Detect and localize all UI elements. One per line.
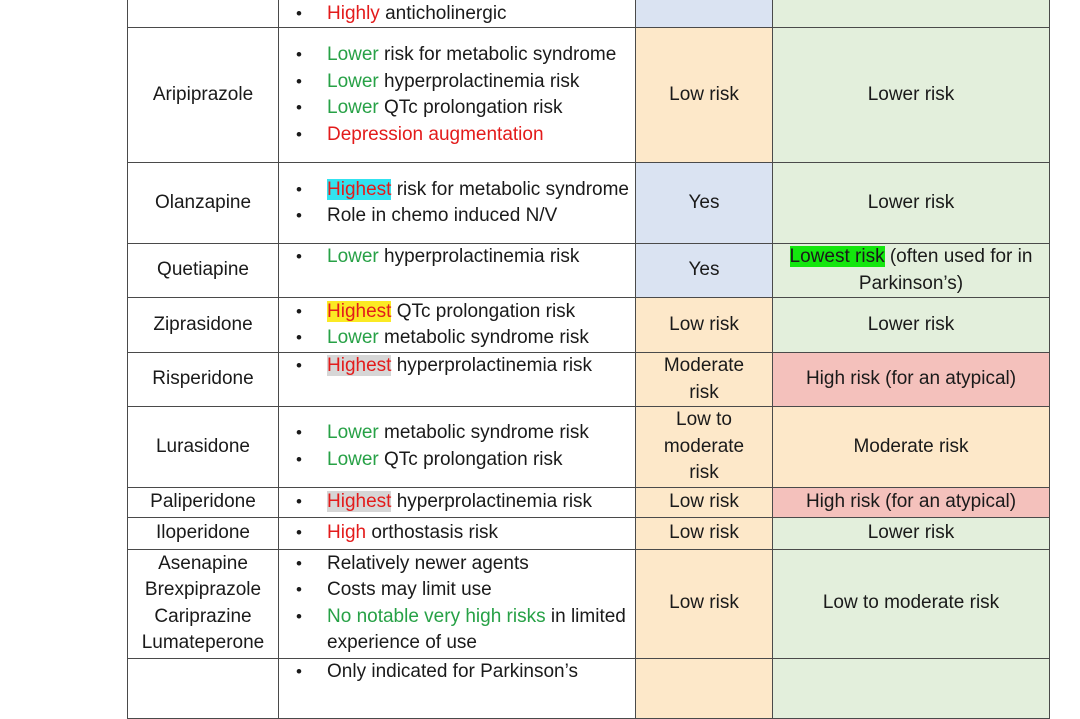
list-item: • Lower QTc prolongation risk bbox=[291, 95, 635, 122]
table-row bbox=[128, 353, 1050, 407]
bullet-icon: • bbox=[296, 522, 302, 542]
bullet-icon: • bbox=[296, 423, 302, 443]
risk-cell: Lower risk bbox=[773, 517, 1050, 549]
drug-name bbox=[128, 0, 279, 28]
bullet-icon: • bbox=[296, 206, 302, 225]
risk-cell bbox=[773, 658, 1050, 718]
bullet-icon: • bbox=[296, 71, 302, 91]
notes-cell bbox=[279, 517, 636, 549]
anticholinergic-cell bbox=[636, 658, 773, 718]
drug-name: Lurasidone bbox=[128, 407, 279, 488]
anticholinergic-cell: Low to moderate risk bbox=[636, 407, 773, 488]
bullet-icon: • bbox=[296, 3, 302, 23]
bullet-icon: • bbox=[296, 580, 302, 599]
list-item: • High orthostasis risk bbox=[291, 520, 635, 547]
list-item: • Depression augmentation bbox=[291, 122, 635, 149]
risk-cell: Low to moderate risk bbox=[773, 549, 1050, 658]
risk-cell: Lower risk bbox=[773, 298, 1050, 353]
notes-cell bbox=[279, 407, 636, 488]
table-row bbox=[128, 163, 1050, 244]
bullet-icon: • bbox=[296, 247, 302, 266]
list-item: • Lower hyperprolactinemia risk bbox=[291, 244, 635, 271]
bullet-icon: • bbox=[296, 45, 302, 64]
list-item: • Highest QTc prolongation risk bbox=[291, 299, 635, 326]
drug-name: Paliperidone bbox=[128, 487, 279, 517]
anticholinergic-cell: Low risk bbox=[636, 487, 773, 517]
anticholinergic-cell: Low risk bbox=[636, 517, 773, 549]
notes-cell bbox=[279, 244, 636, 298]
notes-cell bbox=[279, 28, 636, 163]
notes-cell bbox=[279, 298, 636, 353]
table-row bbox=[128, 28, 1050, 163]
bullet-icon: • bbox=[296, 301, 302, 321]
anticholinergic-cell: Yes bbox=[636, 244, 773, 298]
bullet-icon: • bbox=[296, 491, 302, 511]
list-item: • Highest hyperprolactinemia risk bbox=[291, 353, 635, 380]
list-item: • Role in chemo induced N/V bbox=[291, 203, 635, 230]
drug-name: Aripiprazole bbox=[128, 28, 279, 163]
table-row bbox=[128, 658, 1050, 718]
notes-cell bbox=[279, 658, 636, 718]
notes-cell bbox=[279, 487, 636, 517]
list-item: • Lower risk for metabolic syndrome bbox=[291, 42, 635, 69]
table-row bbox=[128, 517, 1050, 549]
list-item: • Lower hyperprolactinemia risk bbox=[291, 69, 635, 96]
risk-cell bbox=[773, 0, 1050, 28]
list-item: • Relatively newer agents bbox=[291, 551, 635, 578]
anticholinergic-cell: Low risk bbox=[636, 28, 773, 163]
bullet-icon: • bbox=[296, 606, 302, 626]
list-item: • Highest hyperprolactinemia risk bbox=[291, 489, 635, 516]
list-item: • Costs may limit use bbox=[291, 577, 635, 604]
risk-cell: Lower risk bbox=[773, 163, 1050, 244]
list-item: • Lower metabolic syndrome risk bbox=[291, 420, 635, 447]
list-item: • No notable very high risks in limited experience of use bbox=[291, 604, 635, 657]
table-row bbox=[128, 244, 1050, 298]
anticholinergic-cell: Low risk bbox=[636, 298, 773, 353]
bullet-icon: • bbox=[296, 179, 302, 199]
notes-cell bbox=[279, 353, 636, 407]
table-row bbox=[128, 487, 1050, 517]
drug-name bbox=[128, 658, 279, 718]
anticholinergic-cell bbox=[636, 0, 773, 28]
drug-name: Risperidone bbox=[128, 353, 279, 407]
bullet-icon: • bbox=[296, 661, 302, 681]
drug-name: Asenapine Brexpiprazole Cariprazine Lumateperone bbox=[128, 549, 279, 658]
table-row bbox=[128, 0, 1050, 28]
antipsychotic-comparison-table bbox=[127, 0, 1050, 719]
drug-name: Quetiapine bbox=[128, 244, 279, 298]
list-item: • Lower QTc prolongation risk bbox=[291, 447, 635, 474]
risk-cell: Lowest risk (often used for in Parkinson’s) bbox=[773, 244, 1050, 298]
bullet-icon: • bbox=[296, 98, 302, 117]
list-item: • Only indicated for Parkinson’s bbox=[291, 659, 635, 686]
notes-cell bbox=[279, 0, 636, 28]
risk-cell: Lower risk bbox=[773, 28, 1050, 163]
anticholinergic-cell: Low risk bbox=[636, 549, 773, 658]
risk-cell: High risk (for an atypical) bbox=[773, 353, 1050, 407]
anticholinergic-cell: Yes bbox=[636, 163, 773, 244]
list-item: • Lower metabolic syndrome risk bbox=[291, 325, 635, 352]
table-row bbox=[128, 298, 1050, 353]
bullet-icon: • bbox=[296, 124, 302, 144]
bullet-icon: • bbox=[296, 328, 302, 347]
table-row bbox=[128, 407, 1050, 488]
bullet-icon: • bbox=[296, 356, 302, 375]
drug-name: Ziprasidone bbox=[128, 298, 279, 353]
bullet-icon: • bbox=[296, 449, 302, 469]
notes-cell bbox=[279, 549, 636, 658]
anticholinergic-cell: Moderate risk bbox=[636, 353, 773, 407]
list-item: • Highly anticholinergic bbox=[291, 1, 635, 28]
risk-cell: High risk (for an atypical) bbox=[773, 487, 1050, 517]
risk-cell: Moderate risk bbox=[773, 407, 1050, 488]
notes-cell bbox=[279, 163, 636, 244]
bullet-icon: • bbox=[296, 553, 302, 573]
drug-name: Iloperidone bbox=[128, 517, 279, 549]
table-row bbox=[128, 549, 1050, 658]
drug-name: Olanzapine bbox=[128, 163, 279, 244]
list-item: • Highest risk for metabolic syndrome bbox=[291, 177, 635, 204]
